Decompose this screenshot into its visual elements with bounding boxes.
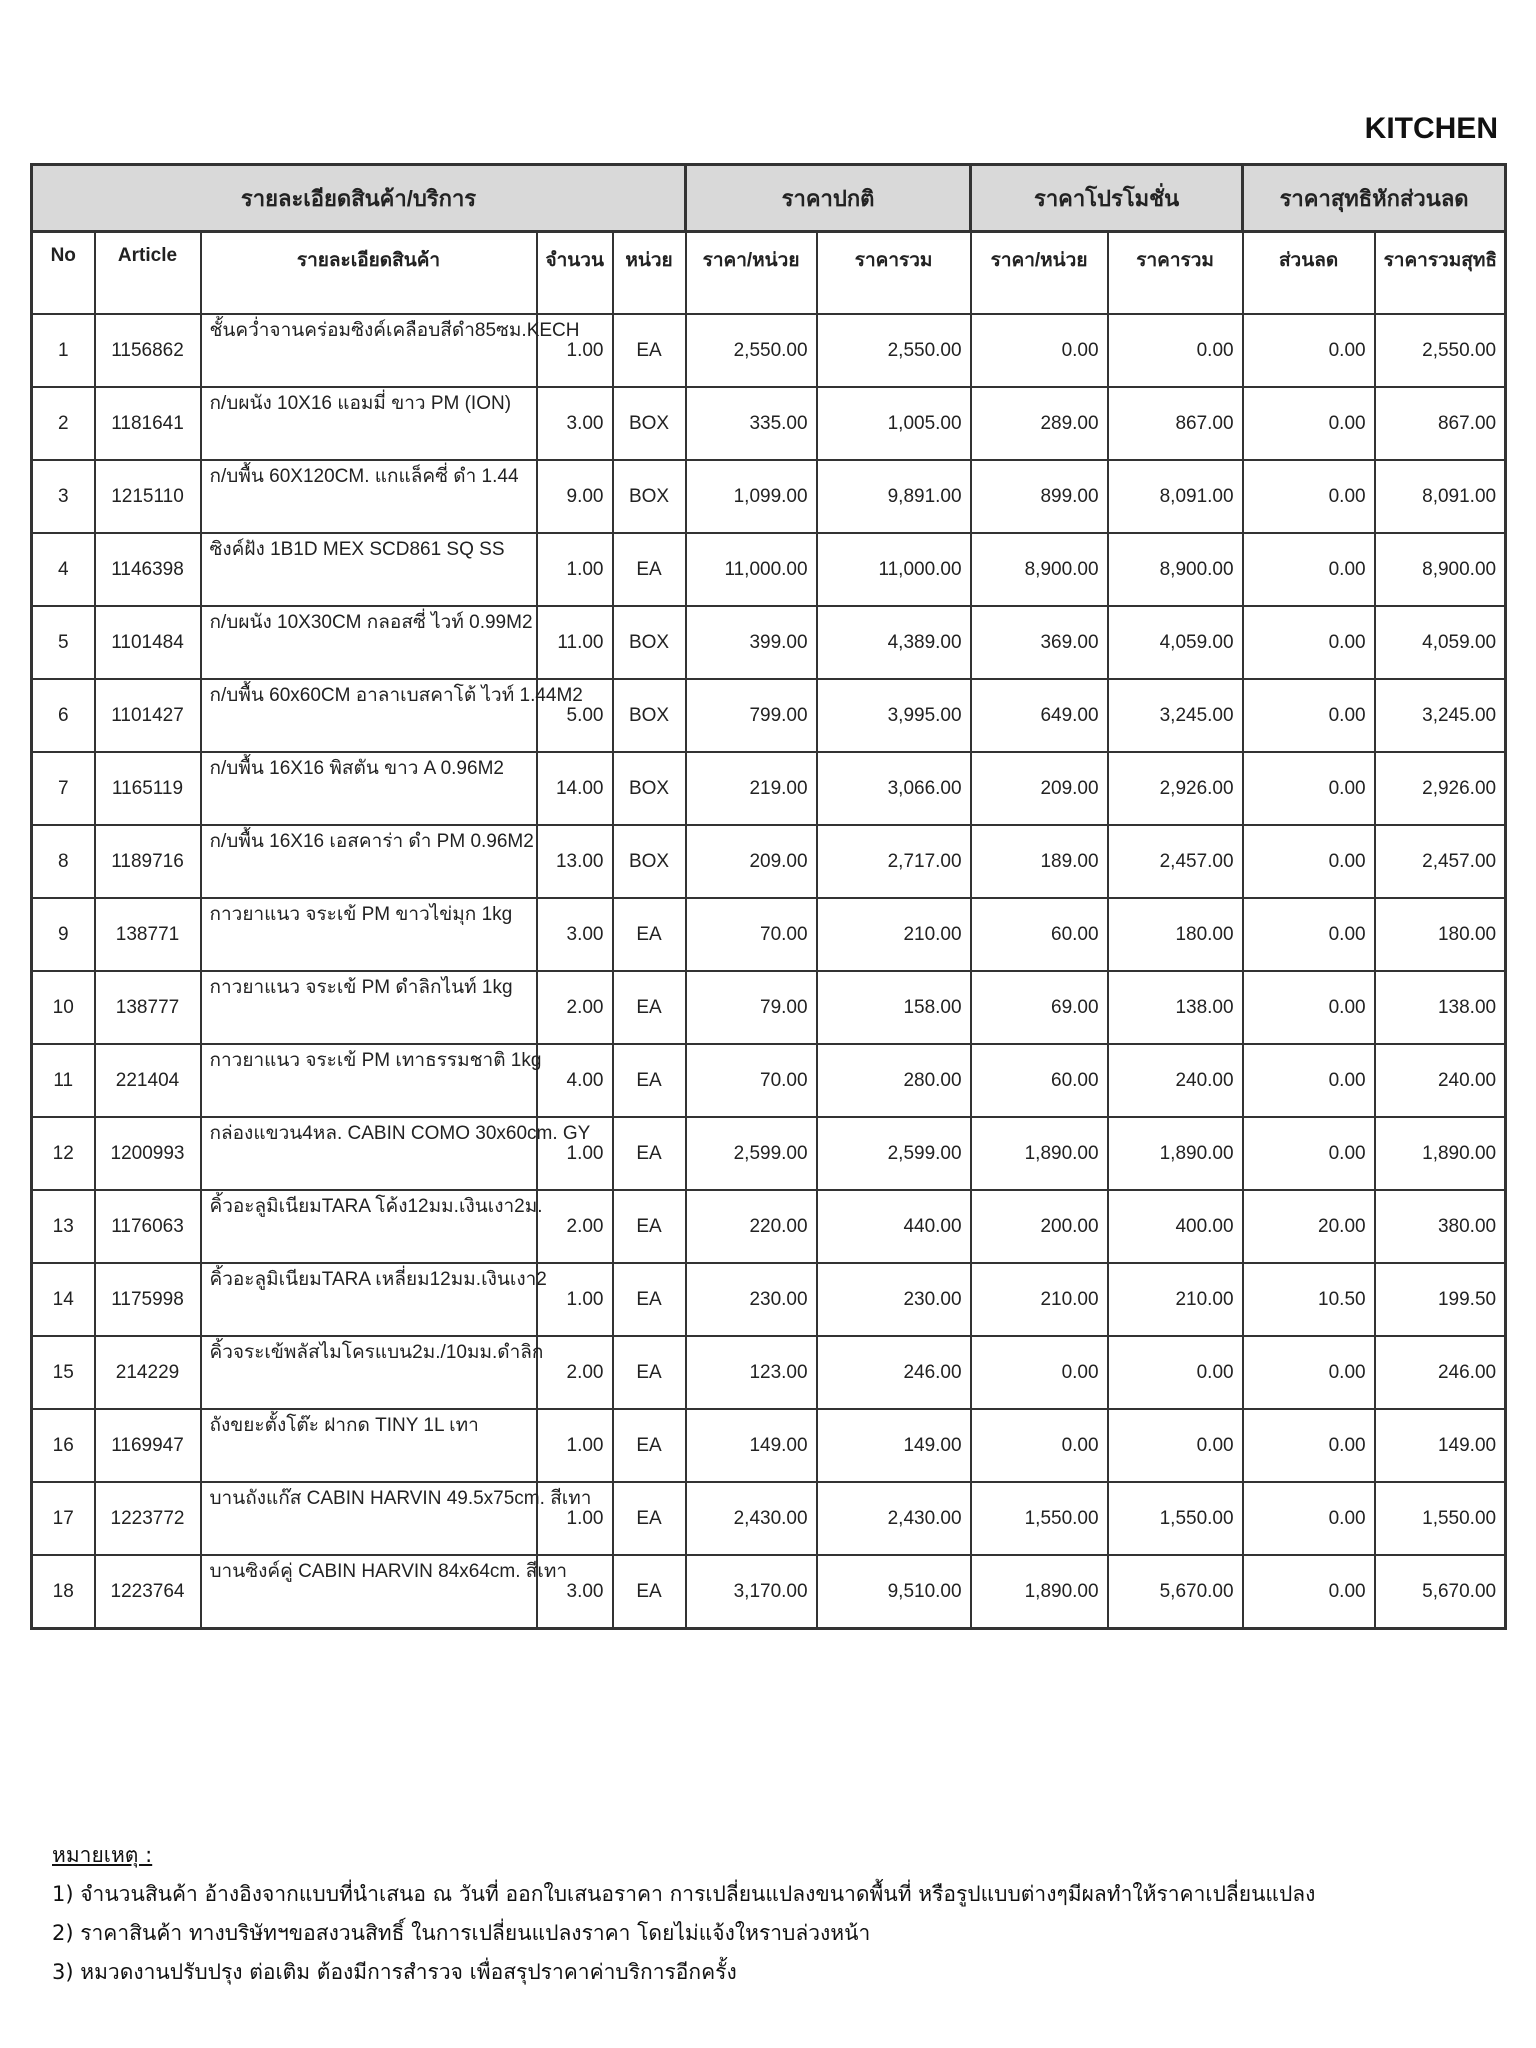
col-header-article: Article xyxy=(95,232,201,315)
cell-promo-unit-price: 209.00 xyxy=(971,752,1108,825)
cell-description: ซิงค์ฝัง 1B1D MEX SCD861 SQ SS xyxy=(201,533,537,606)
group-header-promo-price: ราคาโปรโมชั่น xyxy=(971,165,1243,232)
notes-section xyxy=(52,1836,1315,1992)
cell-total: 2,717.00 xyxy=(817,825,971,898)
col-header-qty: จำนวน xyxy=(537,232,613,315)
cell-unit-price: 70.00 xyxy=(686,1044,817,1117)
group-header-details: รายละเอียดสินค้า/บริการ xyxy=(32,165,686,232)
cell-no: 3 xyxy=(32,460,95,533)
cell-unit-price: 799.00 xyxy=(686,679,817,752)
cell-discount: 0.00 xyxy=(1243,606,1375,679)
cell-no: 7 xyxy=(32,752,95,825)
cell-unit: BOX xyxy=(613,606,686,679)
col-header-promo-total: ราคารวม xyxy=(1108,232,1243,315)
cell-discount: 0.00 xyxy=(1243,1044,1375,1117)
cell-unit: EA xyxy=(613,1263,686,1336)
cell-no: 13 xyxy=(32,1190,95,1263)
cell-discount: 0.00 xyxy=(1243,825,1375,898)
col-header-promo-unit-price: ราคา/หน่วย xyxy=(971,232,1108,315)
cell-unit-price: 399.00 xyxy=(686,606,817,679)
cell-no: 17 xyxy=(32,1482,95,1555)
cell-discount: 20.00 xyxy=(1243,1190,1375,1263)
cell-net-total: 180.00 xyxy=(1375,898,1506,971)
cell-qty: 1.00 xyxy=(537,314,613,387)
cell-net-total: 2,550.00 xyxy=(1375,314,1506,387)
cell-description: ก/บพื้น 60x60CM อาลาเบสคาโต้ ไวท์ 1.44M2 xyxy=(201,679,537,752)
cell-no: 18 xyxy=(32,1555,95,1629)
note-item: 3) หมวดงานปรับปรุง ต่อเติม ต้องมีการสำรวจ เพื่อสรุปราคาค่าบริการอีกครั้ง xyxy=(52,1960,737,1984)
cell-no: 16 xyxy=(32,1409,95,1482)
cell-article: 1223772 xyxy=(95,1482,201,1555)
cell-qty: 1.00 xyxy=(537,1117,613,1190)
cell-qty: 2.00 xyxy=(537,971,613,1044)
cell-unit: EA xyxy=(613,898,686,971)
group-header-net-price: ราคาสุทธิหักส่วนลด xyxy=(1243,165,1506,232)
cell-description: ถังขยะตั้งโต๊ะ ฝากด TINY 1L เทา xyxy=(201,1409,537,1482)
cell-promo-total: 8,091.00 xyxy=(1108,460,1243,533)
cell-discount: 0.00 xyxy=(1243,460,1375,533)
cell-net-total: 149.00 xyxy=(1375,1409,1506,1482)
cell-article: 1215110 xyxy=(95,460,201,533)
cell-article: 1175998 xyxy=(95,1263,201,1336)
cell-description: ก/บพื้น 60X120CM. แกแล็คซี่ ดำ 1.44 xyxy=(201,460,537,533)
cell-article: 138771 xyxy=(95,898,201,971)
cell-article: 214229 xyxy=(95,1336,201,1409)
cell-promo-total: 3,245.00 xyxy=(1108,679,1243,752)
cell-unit: BOX xyxy=(613,752,686,825)
cell-article: 1189716 xyxy=(95,825,201,898)
cell-discount: 0.00 xyxy=(1243,752,1375,825)
cell-promo-total: 210.00 xyxy=(1108,1263,1243,1336)
cell-qty: 2.00 xyxy=(537,1190,613,1263)
cell-unit: EA xyxy=(613,1044,686,1117)
cell-no: 11 xyxy=(32,1044,95,1117)
table-row xyxy=(32,1482,1506,1555)
cell-promo-total: 1,890.00 xyxy=(1108,1117,1243,1190)
cell-article: 221404 xyxy=(95,1044,201,1117)
cell-total: 1,005.00 xyxy=(817,387,971,460)
table-row xyxy=(32,752,1506,825)
group-header-row xyxy=(32,165,1506,232)
cell-no: 1 xyxy=(32,314,95,387)
cell-article: 1156862 xyxy=(95,314,201,387)
col-header-description: รายละเอียดสินค้า xyxy=(201,232,537,315)
cell-net-total: 8,900.00 xyxy=(1375,533,1506,606)
note-item: 1) จำนวนสินค้า อ้างอิงจากแบบที่นำเสนอ ณ วันที่ ออกใบเสนอราคา การเปลี่ยนแปลงขนาดพื้นที่ หรือรูปแบบต่างๆมีผลทำให้ราคาเปลี่ยนแปลง xyxy=(52,1882,1316,1906)
table-row xyxy=(32,1044,1506,1117)
cell-article: 1101427 xyxy=(95,679,201,752)
cell-promo-unit-price: 1,550.00 xyxy=(971,1482,1108,1555)
cell-unit-price: 149.00 xyxy=(686,1409,817,1482)
cell-qty: 2.00 xyxy=(537,1336,613,1409)
cell-description: กาวยาแนว จระเข้ PM ดำลิกไนท์ 1kg xyxy=(201,971,537,1044)
cell-unit: EA xyxy=(613,1336,686,1409)
cell-discount: 0.00 xyxy=(1243,387,1375,460)
cell-description: บานซิงค์คู่ CABIN HARVIN 84x64cm. สีเทา xyxy=(201,1555,537,1629)
cell-unit-price: 209.00 xyxy=(686,825,817,898)
cell-promo-unit-price: 0.00 xyxy=(971,314,1108,387)
cell-unit-price: 219.00 xyxy=(686,752,817,825)
cell-promo-unit-price: 289.00 xyxy=(971,387,1108,460)
cell-net-total: 4,059.00 xyxy=(1375,606,1506,679)
cell-discount: 0.00 xyxy=(1243,1336,1375,1409)
col-header-net-total: ราคารวมสุทธิ xyxy=(1375,232,1506,315)
cell-article: 1223764 xyxy=(95,1555,201,1629)
col-header-unit: หน่วย xyxy=(613,232,686,315)
cell-qty: 3.00 xyxy=(537,387,613,460)
cell-unit-price: 230.00 xyxy=(686,1263,817,1336)
cell-total: 2,599.00 xyxy=(817,1117,971,1190)
notes-title: หมายเหตุ : xyxy=(52,1843,153,1867)
section-title: KITCHEN xyxy=(1364,112,1498,145)
col-header-no: No xyxy=(32,232,95,315)
table-body xyxy=(32,314,1506,1629)
cell-unit-price: 11,000.00 xyxy=(686,533,817,606)
cell-description: กาวยาแนว จระเข้ PM เทาธรรมชาติ 1kg xyxy=(201,1044,537,1117)
table-row xyxy=(32,314,1506,387)
cell-net-total: 2,457.00 xyxy=(1375,825,1506,898)
cell-promo-total: 867.00 xyxy=(1108,387,1243,460)
table-row xyxy=(32,387,1506,460)
cell-total: 2,430.00 xyxy=(817,1482,971,1555)
group-header-regular-price: ราคาปกติ xyxy=(686,165,971,232)
table-row xyxy=(32,679,1506,752)
cell-article: 1176063 xyxy=(95,1190,201,1263)
cell-unit: EA xyxy=(613,1555,686,1629)
cell-discount: 0.00 xyxy=(1243,314,1375,387)
cell-net-total: 3,245.00 xyxy=(1375,679,1506,752)
cell-promo-unit-price: 8,900.00 xyxy=(971,533,1108,606)
cell-unit: EA xyxy=(613,1482,686,1555)
cell-qty: 3.00 xyxy=(537,898,613,971)
cell-net-total: 246.00 xyxy=(1375,1336,1506,1409)
cell-description: กล่องแขวน4หล. CABIN COMO 30x60cm. GY xyxy=(201,1117,537,1190)
cell-description: คิ้วอะลูมิเนียมTARA โค้ง12มม.เงินเงา2ม. xyxy=(201,1190,537,1263)
table-row xyxy=(32,1409,1506,1482)
cell-unit: BOX xyxy=(613,825,686,898)
cell-promo-unit-price: 1,890.00 xyxy=(971,1555,1108,1629)
cell-description: ก/บผนัง 10X16 แอมมี่ ขาว PM (ION) xyxy=(201,387,537,460)
cell-net-total: 138.00 xyxy=(1375,971,1506,1044)
cell-promo-total: 0.00 xyxy=(1108,1409,1243,1482)
cell-total: 230.00 xyxy=(817,1263,971,1336)
cell-unit-price: 2,599.00 xyxy=(686,1117,817,1190)
cell-unit: EA xyxy=(613,1190,686,1263)
quote-table xyxy=(30,163,1507,1630)
col-header-unit-price: ราคา/หน่วย xyxy=(686,232,817,315)
cell-no: 4 xyxy=(32,533,95,606)
cell-unit-price: 1,099.00 xyxy=(686,460,817,533)
cell-promo-total: 8,900.00 xyxy=(1108,533,1243,606)
cell-qty: 1.00 xyxy=(537,1263,613,1336)
cell-description: ก/บพื้น 16X16 พิสตัน ขาว A 0.96M2 xyxy=(201,752,537,825)
cell-no: 6 xyxy=(32,679,95,752)
cell-unit: BOX xyxy=(613,387,686,460)
cell-description: ก/บผนัง 10X30CM กลอสซี่ ไวท์ 0.99M2 xyxy=(201,606,537,679)
cell-discount: 0.00 xyxy=(1243,1117,1375,1190)
cell-net-total: 2,926.00 xyxy=(1375,752,1506,825)
cell-promo-total: 2,457.00 xyxy=(1108,825,1243,898)
cell-unit: EA xyxy=(613,1409,686,1482)
table-row xyxy=(32,460,1506,533)
cell-unit-price: 2,430.00 xyxy=(686,1482,817,1555)
col-header-discount: ส่วนลด xyxy=(1243,232,1375,315)
cell-unit-price: 335.00 xyxy=(686,387,817,460)
cell-qty: 14.00 xyxy=(537,752,613,825)
cell-promo-unit-price: 60.00 xyxy=(971,1044,1108,1117)
cell-discount: 0.00 xyxy=(1243,971,1375,1044)
cell-promo-unit-price: 210.00 xyxy=(971,1263,1108,1336)
cell-qty: 1.00 xyxy=(537,1482,613,1555)
cell-unit: EA xyxy=(613,971,686,1044)
cell-unit: EA xyxy=(613,533,686,606)
cell-discount: 10.50 xyxy=(1243,1263,1375,1336)
cell-total: 9,510.00 xyxy=(817,1555,971,1629)
cell-net-total: 8,091.00 xyxy=(1375,460,1506,533)
cell-promo-total: 2,926.00 xyxy=(1108,752,1243,825)
cell-promo-total: 240.00 xyxy=(1108,1044,1243,1117)
cell-unit-price: 79.00 xyxy=(686,971,817,1044)
cell-promo-total: 5,670.00 xyxy=(1108,1555,1243,1629)
table-row xyxy=(32,1263,1506,1336)
cell-total: 3,066.00 xyxy=(817,752,971,825)
cell-description: บานถังแก๊ส CABIN HARVIN 49.5x75cm. สีเทา xyxy=(201,1482,537,1555)
cell-description: คิ้วอะลูมิเนียมTARA เหลี่ยม12มม.เงินเงา2 xyxy=(201,1263,537,1336)
cell-net-total: 1,890.00 xyxy=(1375,1117,1506,1190)
cell-no: 14 xyxy=(32,1263,95,1336)
cell-qty: 5.00 xyxy=(537,679,613,752)
cell-promo-unit-price: 60.00 xyxy=(971,898,1108,971)
cell-promo-unit-price: 649.00 xyxy=(971,679,1108,752)
table-row xyxy=(32,606,1506,679)
cell-unit-price: 220.00 xyxy=(686,1190,817,1263)
cell-promo-total: 180.00 xyxy=(1108,898,1243,971)
cell-discount: 0.00 xyxy=(1243,1409,1375,1482)
table-row xyxy=(32,971,1506,1044)
cell-qty: 13.00 xyxy=(537,825,613,898)
note-item: 2) ราคาสินค้า ทางบริษัทฯขอสงวนสิทธิ์ ในการเปลี่ยนแปลงราคา โดยไม่แจ้งใหราบล่วงหน้า xyxy=(52,1921,871,1945)
cell-no: 12 xyxy=(32,1117,95,1190)
table-row xyxy=(32,1336,1506,1409)
cell-article: 1101484 xyxy=(95,606,201,679)
cell-qty: 1.00 xyxy=(537,533,613,606)
col-header-total: ราคารวม xyxy=(817,232,971,315)
cell-net-total: 867.00 xyxy=(1375,387,1506,460)
cell-qty: 4.00 xyxy=(537,1044,613,1117)
cell-promo-unit-price: 189.00 xyxy=(971,825,1108,898)
cell-total: 4,389.00 xyxy=(817,606,971,679)
cell-promo-unit-price: 1,890.00 xyxy=(971,1117,1108,1190)
table-row xyxy=(32,1190,1506,1263)
table-row xyxy=(32,825,1506,898)
cell-qty: 9.00 xyxy=(537,460,613,533)
cell-promo-unit-price: 369.00 xyxy=(971,606,1108,679)
cell-no: 2 xyxy=(32,387,95,460)
cell-promo-total: 0.00 xyxy=(1108,314,1243,387)
cell-net-total: 380.00 xyxy=(1375,1190,1506,1263)
cell-unit: EA xyxy=(613,314,686,387)
cell-qty: 3.00 xyxy=(537,1555,613,1629)
cell-discount: 0.00 xyxy=(1243,898,1375,971)
cell-promo-total: 4,059.00 xyxy=(1108,606,1243,679)
cell-unit-price: 70.00 xyxy=(686,898,817,971)
cell-total: 246.00 xyxy=(817,1336,971,1409)
cell-total: 9,891.00 xyxy=(817,460,971,533)
cell-promo-unit-price: 0.00 xyxy=(971,1336,1108,1409)
cell-article: 1146398 xyxy=(95,533,201,606)
cell-total: 2,550.00 xyxy=(817,314,971,387)
cell-article: 1200993 xyxy=(95,1117,201,1190)
cell-no: 15 xyxy=(32,1336,95,1409)
cell-no: 5 xyxy=(32,606,95,679)
cell-unit-price: 123.00 xyxy=(686,1336,817,1409)
cell-promo-total: 400.00 xyxy=(1108,1190,1243,1263)
table-row xyxy=(32,1117,1506,1190)
cell-discount: 0.00 xyxy=(1243,1482,1375,1555)
cell-total: 11,000.00 xyxy=(817,533,971,606)
cell-promo-unit-price: 0.00 xyxy=(971,1409,1108,1482)
cell-net-total: 199.50 xyxy=(1375,1263,1506,1336)
cell-discount: 0.00 xyxy=(1243,1555,1375,1629)
cell-article: 138777 xyxy=(95,971,201,1044)
cell-total: 158.00 xyxy=(817,971,971,1044)
cell-net-total: 1,550.00 xyxy=(1375,1482,1506,1555)
cell-unit-price: 2,550.00 xyxy=(686,314,817,387)
cell-unit-price: 3,170.00 xyxy=(686,1555,817,1629)
cell-total: 440.00 xyxy=(817,1190,971,1263)
cell-total: 3,995.00 xyxy=(817,679,971,752)
cell-description: ก/บพื้น 16X16 เอสคาร่า ดำ PM 0.96M2 xyxy=(201,825,537,898)
cell-net-total: 240.00 xyxy=(1375,1044,1506,1117)
cell-promo-total: 1,550.00 xyxy=(1108,1482,1243,1555)
cell-total: 210.00 xyxy=(817,898,971,971)
cell-discount: 0.00 xyxy=(1243,533,1375,606)
cell-net-total: 5,670.00 xyxy=(1375,1555,1506,1629)
cell-description: กาวยาแนว จระเข้ PM ขาวไข่มุก 1kg xyxy=(201,898,537,971)
cell-article: 1165119 xyxy=(95,752,201,825)
cell-article: 1181641 xyxy=(95,387,201,460)
cell-promo-unit-price: 899.00 xyxy=(971,460,1108,533)
cell-discount: 0.00 xyxy=(1243,679,1375,752)
cell-total: 280.00 xyxy=(817,1044,971,1117)
cell-unit: BOX xyxy=(613,679,686,752)
cell-promo-total: 138.00 xyxy=(1108,971,1243,1044)
cell-qty: 1.00 xyxy=(537,1409,613,1482)
cell-description: ชั้นคว่ำจานคร่อมซิงค์เคลือบสีดำ85ซม.KECH xyxy=(201,314,537,387)
table-row xyxy=(32,1555,1506,1629)
cell-promo-unit-price: 69.00 xyxy=(971,971,1108,1044)
cell-promo-total: 0.00 xyxy=(1108,1336,1243,1409)
column-header-row xyxy=(32,232,1506,315)
cell-description: คิ้วจระเข้พลัสไมโครแบน2ม./10มม.ดำลิก xyxy=(201,1336,537,1409)
cell-unit: BOX xyxy=(613,460,686,533)
cell-unit: EA xyxy=(613,1117,686,1190)
cell-promo-unit-price: 200.00 xyxy=(971,1190,1108,1263)
cell-no: 9 xyxy=(32,898,95,971)
cell-article: 1169947 xyxy=(95,1409,201,1482)
cell-qty: 11.00 xyxy=(537,606,613,679)
cell-no: 10 xyxy=(32,971,95,1044)
cell-total: 149.00 xyxy=(817,1409,971,1482)
table-row xyxy=(32,533,1506,606)
table-row xyxy=(32,898,1506,971)
cell-no: 8 xyxy=(32,825,95,898)
